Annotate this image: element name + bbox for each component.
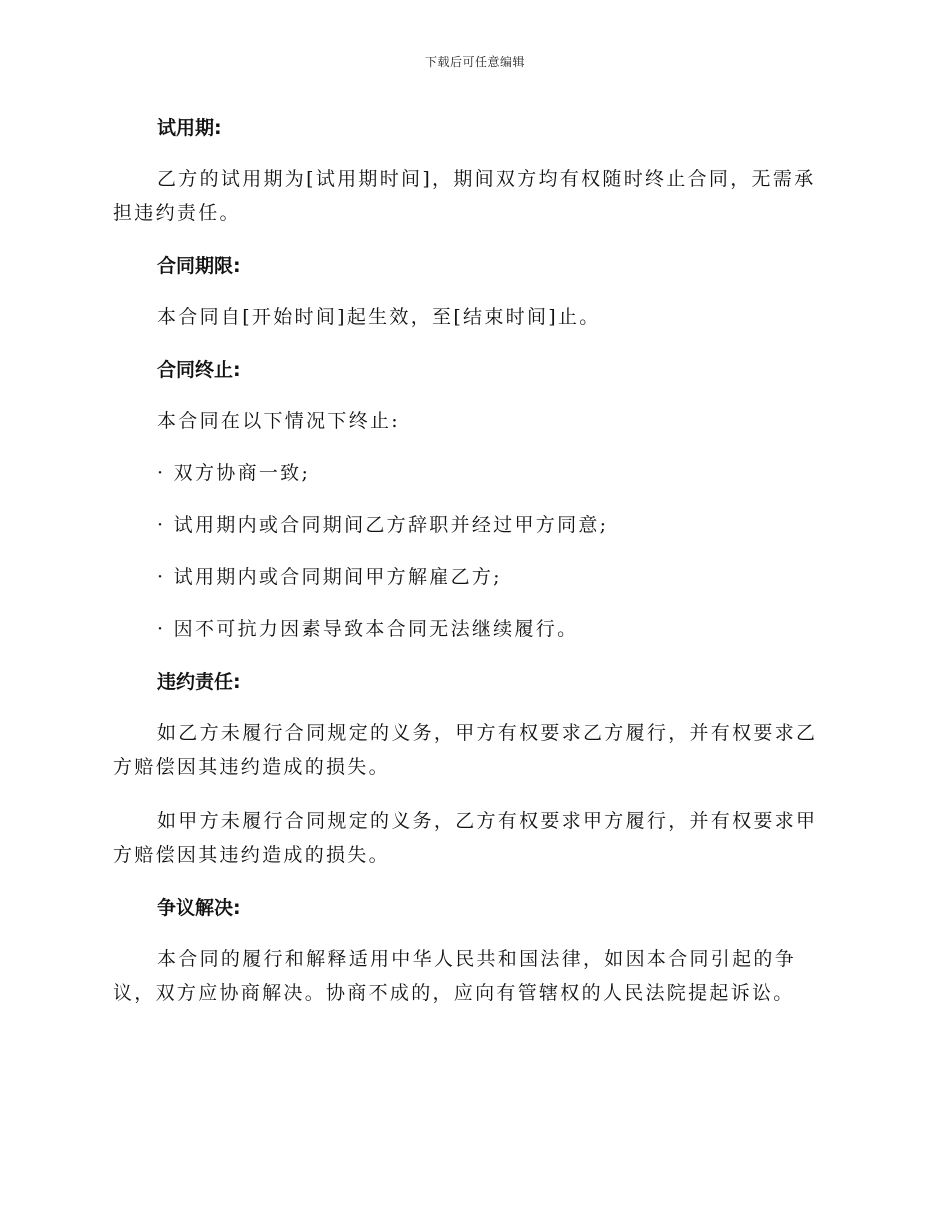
paragraph-liability-1: 如乙方未履行合同规定的义务，甲方有权要求乙方履行，并有权要求乙方赔偿因其违约造成的损失。 [113, 722, 818, 778]
section-title-probation: 试用期: [157, 117, 222, 139]
section-title-liability: 违约责任: [157, 671, 241, 693]
list-item: · 双方协商一致; [157, 462, 311, 484]
section-title-term: 合同期限: [157, 255, 241, 277]
paragraph-probation: 乙方的试用期为[试用期时间]，期间双方均有权随时终止合同，无需承担违约责任。 [113, 168, 816, 224]
section-title-termination: 合同终止: [157, 359, 241, 381]
list-item: · 因不可抗力因素导致本合同无法继续履行。 [157, 618, 579, 640]
section-title-dispute: 争议解决: [157, 897, 241, 919]
paragraph-termination-intro: 本合同在以下情况下终止: [157, 410, 401, 432]
paragraph-term: 本合同自[开始时间]起生效，至[结束时间]止。 [157, 306, 601, 328]
document-body [113, 112, 833, 1010]
paragraph-liability-2: 如甲方未履行合同规定的义务，乙方有权要求甲方履行，并有权要求甲方赔偿因其违约造成的损失。 [113, 810, 818, 866]
list-item: · 试用期内或合同期间乙方辞职并经过甲方同意; [157, 514, 609, 536]
list-item: · 试用期内或合同期间甲方解雇乙方; [157, 566, 502, 588]
paragraph-dispute: 本合同的履行和解释适用中华人民共和国法律，如因本合同引起的争议，双方应协商解决。协商不成的，应向有管辖权的人民法院提起诉讼。 [113, 948, 797, 1004]
page-header: 下载后可任意编辑 [424, 55, 525, 69]
